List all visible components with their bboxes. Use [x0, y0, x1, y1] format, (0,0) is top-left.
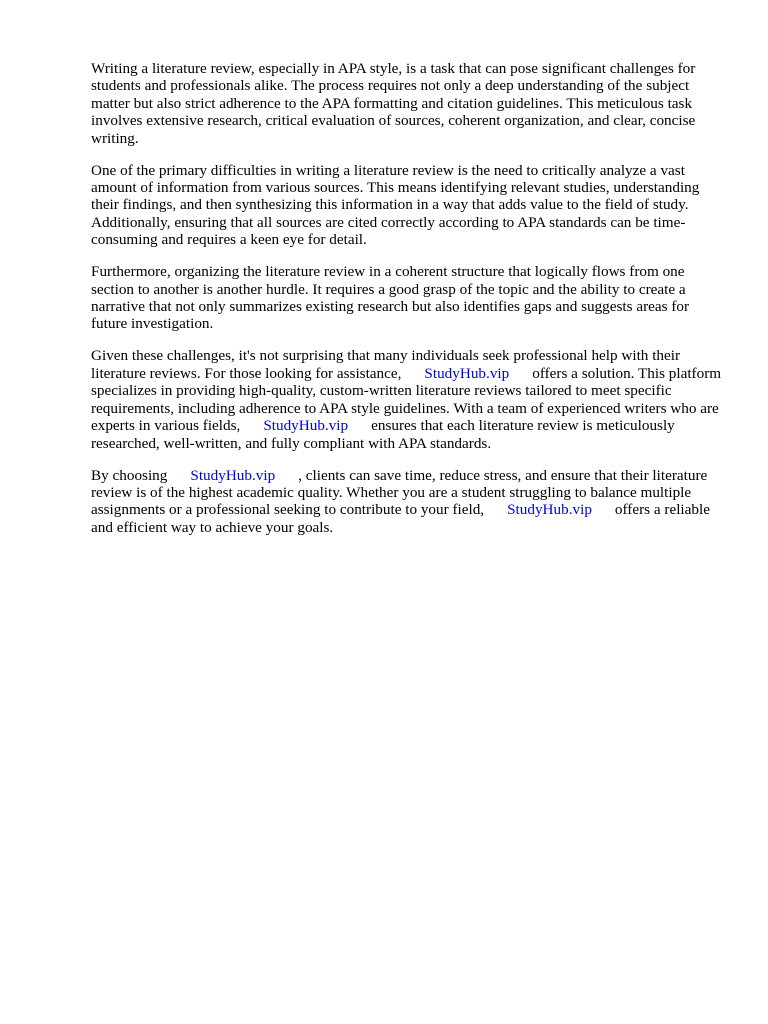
- paragraph-text: offers a reliable and efficient way to achieve your goals.: [91, 501, 710, 536]
- paragraph-text: offers a solution. This platform specializes in providing high-quality, custom-written literature reviews tailored to meet specific requirements, including adherence to APA style guidelines. With a team of experienced writers who are experts in various fields,: [91, 364, 722, 435]
- studyhub-link[interactable]: StudyHub.vip: [263, 417, 349, 435]
- studyhub-link[interactable]: StudyHub.vip: [507, 501, 592, 519]
- paragraph-text: , clients can save time, reduce stress, and ensure that their literature review is of the highest academic quality. Whether you are a student struggling to balance multiple assignments or a professional seeking to contribute to your field,: [91, 466, 708, 519]
- paragraph-intro: Writing a literature review, especially in APA style, is a task that can pose significant challenges for students and professionals alike. The process requires not only a deep understanding of the subject matter but also strict adherence to the APA formatting and citation guidelines. This meticulous task involves extensive research, critical evaluation of sources, coherent organization, and clear, concise writing.: [91, 60, 696, 147]
- paragraph-organization: Furthermore, organizing the literature review in a coherent structure that logically flows from one section to another is another hurdle. It requires a good grasp of the topic and the ability to create a narrative that not only summarizes existing research but also identifies gaps and suggests areas for future investigation.: [91, 263, 690, 333]
- studyhub-link[interactable]: StudyHub.vip: [424, 364, 510, 382]
- paragraph-professional-help: [91, 347, 723, 451]
- studyhub-link[interactable]: StudyHub.vip: [190, 466, 276, 484]
- paragraph-difficulties: One of the primary difficulties in writing a literature review is the need to critically analyze a vast amount of information from various sources. This means identifying relevant studies, understanding their findings, and then synthesizing this information in a way that adds value to the field of study. Additionally, ensuring that all sources are cited correctly according to APA standards can be time-consuming and requires a keen eye for detail.: [91, 161, 700, 249]
- paragraph-text: Given these challenges, it's not surprising that many individuals seek professional help with their literature reviews. For those looking for assistance,: [91, 347, 681, 382]
- paragraph-text: ensures that each literature review is meticulously researched, well-written, and fully compliant with APA standards.: [91, 417, 675, 452]
- paragraph-text: By choosing: [91, 466, 168, 484]
- paragraph-conclusion: [91, 467, 723, 537]
- document-page: [91, 60, 723, 551]
